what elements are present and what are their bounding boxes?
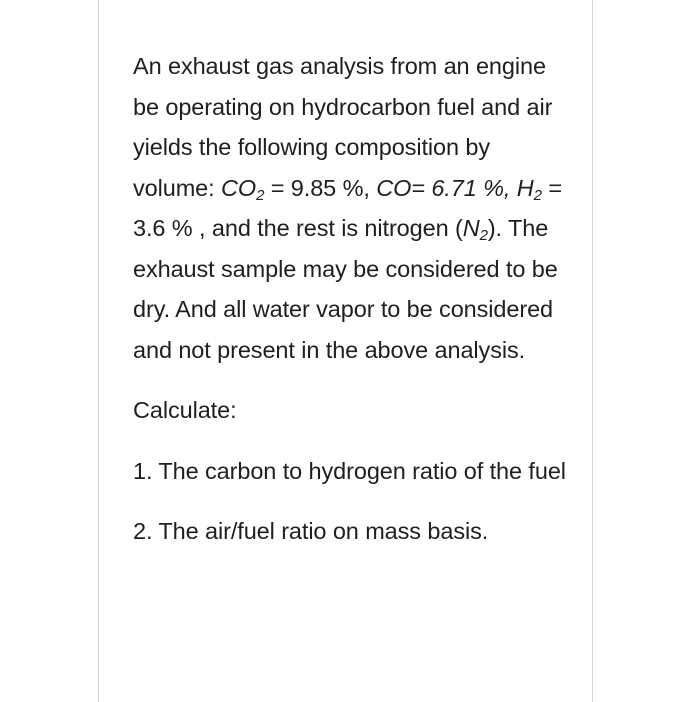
h2-formula: $H_2$ xyxy=(516,174,542,204)
problem-lead-text: An exhaust gas analysis from an engine be operating on hydrocarbon fuel and air yields the following composition by volume: xyxy=(133,53,553,201)
question-item-1: 1. The carbon to hydrogen ratio of the fuel xyxy=(133,457,566,484)
h2-value: = 3.6 % , and the rest is nitrogen ( xyxy=(133,174,562,241)
co2-value: = 9.85 %, xyxy=(264,174,377,201)
question-content xyxy=(133,46,573,552)
problem-tail-text: ). The exhaust sample may be considered to be dry. And all water vapor to be considered and not present in the above analysis. xyxy=(133,215,558,363)
co-value: CO= 6.71 %, xyxy=(376,174,517,201)
calculate-label: Calculate: xyxy=(133,397,237,423)
question-item-2: 2. The air/fuel ratio on mass basis. xyxy=(133,518,489,544)
problem-statement xyxy=(133,46,573,370)
co2-formula: $CO_2$ xyxy=(221,174,265,204)
n2-formula: $N_2$ xyxy=(462,215,488,244)
